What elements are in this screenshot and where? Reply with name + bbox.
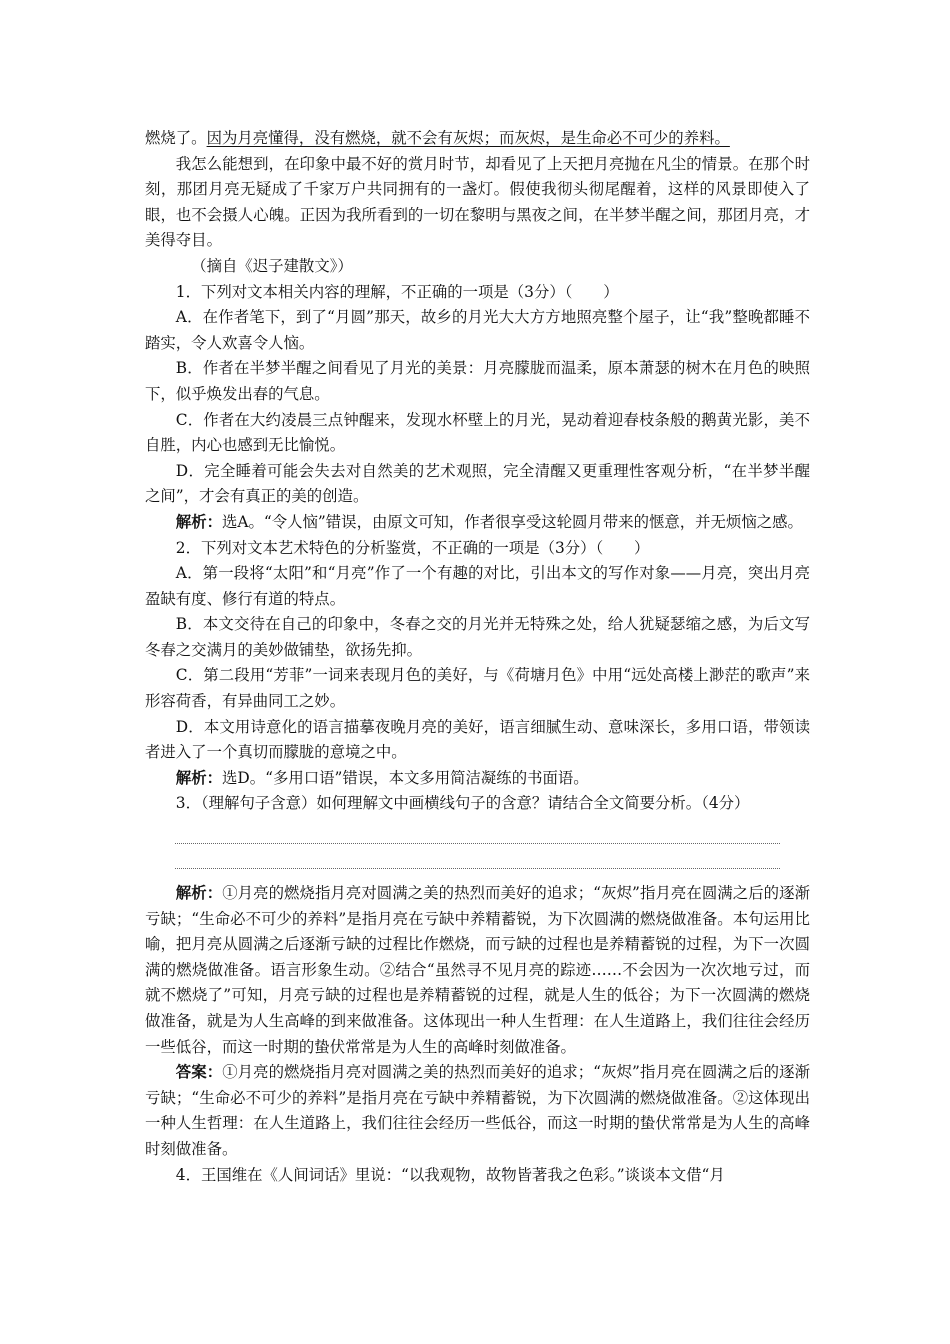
analysis-text: ①月亮的燃烧指月亮对圆满之美的热烈而美好的追求；“灰烬”指月亮在圆满之后的逐渐亏缺；“生命必不可少的养料”是指月亮在亏缺中养精蓄锐，为下次圆满的燃烧做准备。本句运用比喻，把月亮从圆满之后逐渐亏缺的过程比作燃烧，而亏缺的过程也是养精蓄锐的过程，为下一次圆满的燃烧做准备。语言形象生动。②结合“虽然寻不见月亮的踪迹……不会因为一次次地亏过，而就不燃烧了”可知，月亮亏缺的过程也是养精蓄锐的过程，就是人生的低谷；为下一次圆满的燃烧做准备，就是为人生高峰的到来做准备。这体现出一种人生哲理：在人生道路上，我们往往会经历一些低谷，而这一时期的蛰伏常常是为人生的高峰时刻做准备。 bbox=[145, 884, 810, 1056]
analysis-label: 解析： bbox=[175, 768, 222, 787]
passage-paragraph-0 bbox=[145, 126, 810, 152]
analysis-text: 选D。“多用口语”错误，本文多用简洁凝练的书面语。 bbox=[221, 768, 589, 787]
underlined-sentence: 因为月亮懂得，没有燃烧，就不会有灰烬；而灰烬，是生命必不可少的养料。 bbox=[206, 129, 730, 147]
q3-analysis bbox=[145, 881, 810, 1060]
q1-option-a: A．在作者笔下，到了“月圆”那天，故乡的月光大大方方地照亮整个屋子，让“我”整晚都睡不踏实，令人欢喜令人恼。 bbox=[145, 308, 810, 352]
q1-option-d: D．完全睡着可能会失去对自然美的艺术观照，完全清醒又更重理性客观分析，“在半梦半醒之间”，才会有真正的美的创造。 bbox=[145, 461, 810, 506]
q1-option-c: C．作者在大约凌晨三点钟醒来，发现水杯壁上的月光，晃动着迎春枝条般的鹅黄光影，美不自胜，内心也感到无比愉悦。 bbox=[145, 410, 810, 455]
q2-stem: 2．下列对文本艺术特色的分析鉴赏，不正确的一项是（3分）（ ） bbox=[175, 538, 650, 557]
answer-text: ①月亮的燃烧指月亮对圆满之美的热烈而美好的追求；“灰烬”指月亮在圆满之后的逐渐亏缺；“生命必不可少的养料”是指月亮在亏缺中养精蓄锐，为下次圆满的燃烧做准备。②这体现出一种人生哲理：在人生道路上，我们往往会经历一些低谷，而这一时期的蛰伏常常是为人生的高峰时刻做准备。 bbox=[145, 1063, 810, 1158]
q2-option-d: D．本文用诗意化的语言描摹夜晚月亮的美好，语言细腻生动、意味深长，多用口语，带领读者进入了一个真切而朦胧的意境之中。 bbox=[145, 717, 810, 762]
document-page bbox=[145, 126, 810, 1188]
analysis-text: 选A。“令人恼”错误，由原文可知，作者很享受这轮圆月带来的惬意，并无烦恼之感。 bbox=[221, 512, 803, 531]
answer-label: 答案： bbox=[175, 1063, 223, 1082]
q1-stem: 1．下列对文本相关内容的理解，不正确的一项是（3分）（ ） bbox=[175, 282, 619, 301]
analysis-label: 解析： bbox=[175, 512, 222, 531]
source-citation: （摘自《迟子建散文》） bbox=[191, 256, 353, 275]
q4-stem: 4．王国维在《人间词话》里说：“以我观物，故物皆著我之色彩。”谈谈本文借“月 bbox=[175, 1165, 725, 1184]
q3-answer bbox=[145, 1060, 810, 1162]
q2-option-c: C．第二段用“芳菲”一词来表现月色的美好，与《荷塘月色》中用“远处高楼上渺茫的歌声”来形容荷香，有异曲同工之妙。 bbox=[145, 666, 810, 711]
passage-paragraph-1: 我怎么能想到，在印象中最不好的赏月时节，却看见了上天把月亮抛在凡尘的情景。在那个时刻，那团月亮无疑成了千家万户共同拥有的一盏灯。假使我彻头彻尾醒着，这样的风景即使入了眼，也不会摄人心魄。正因为我所看到的一切在黎明与黑夜之间，在半梦半醒之间，那团月亮，才美得夺目。 bbox=[145, 154, 810, 250]
q2-option-b: B．本文交待在自己的印象中，冬春之交的月光并无特殊之处，给人犹疑瑟缩之感，为后文写冬春之交满月的美妙做铺垫，欲扬先抑。 bbox=[145, 615, 810, 659]
q2-option-a: A．第一段将“太阳”和“月亮”作了一个有趣的对比，引出本文的写作对象——月亮，突出月亮盈缺有度、修行有道的特点。 bbox=[145, 564, 810, 608]
q2-analysis bbox=[145, 766, 810, 792]
q1-analysis bbox=[145, 510, 810, 536]
passage-text: 燃烧了。 bbox=[145, 129, 207, 147]
q3-stem: 3．（理解句子含意）如何理解文中画横线句子的含意？请结合全文简要分析。（4分） bbox=[175, 794, 750, 813]
analysis-label: 解析： bbox=[175, 884, 223, 903]
q1-option-b: B．作者在半梦半醒之间看见了月光的美景：月亮朦胧而温柔，原本萧瑟的树木在月色的映照下，似乎焕发出春的气息。 bbox=[145, 359, 810, 403]
